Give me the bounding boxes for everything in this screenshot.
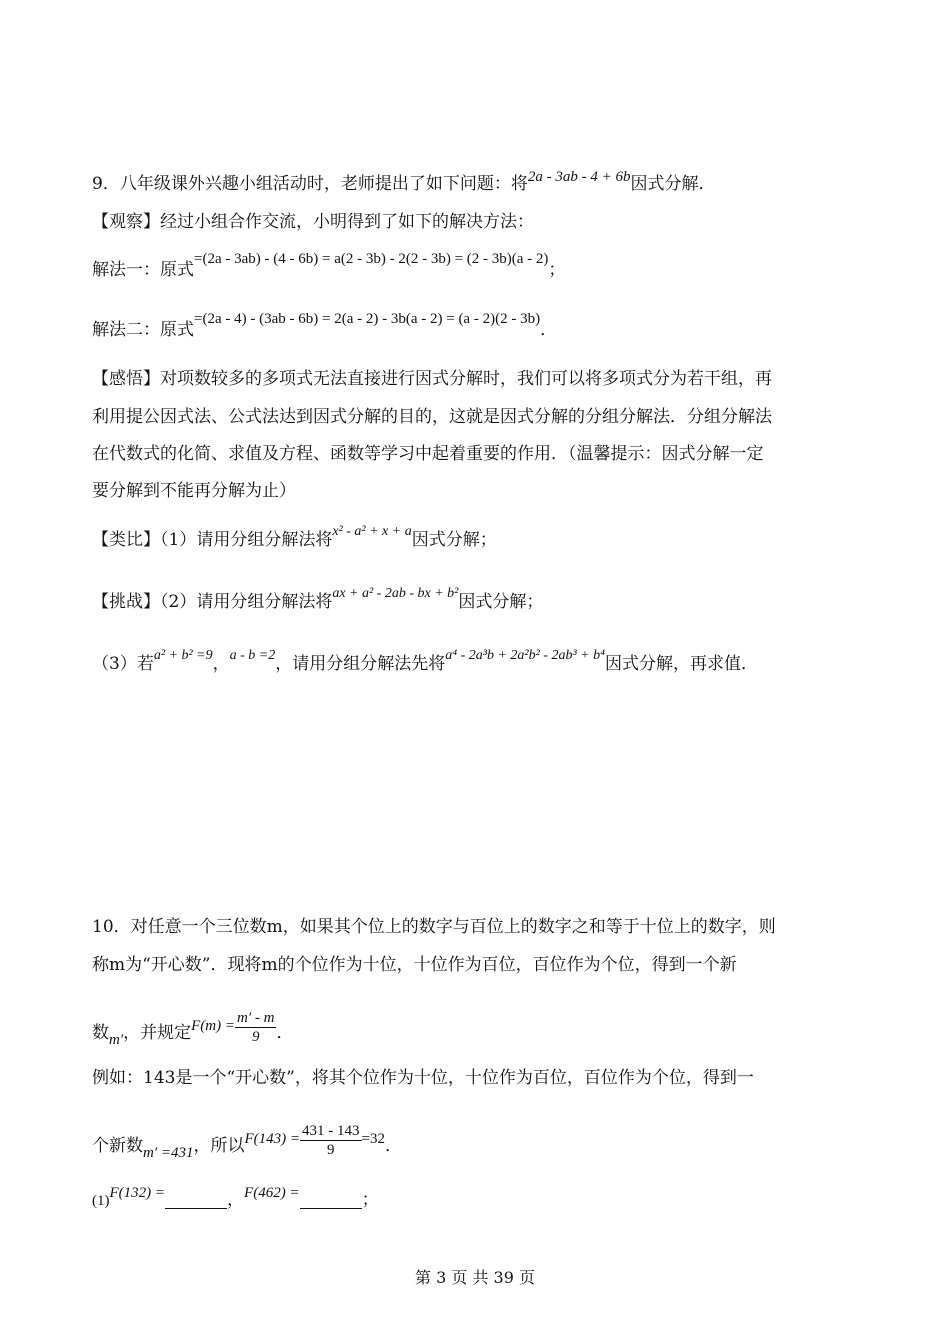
q10-part-1-f462: F(462) = — [244, 1185, 300, 1201]
q9-challenge-expression: ax + a² - 2ab - bx + b² — [332, 586, 459, 601]
q10-f-definition: F(m) = — [191, 1018, 235, 1034]
q10-example-f: F(143) = — [244, 1131, 301, 1147]
q10-new-number: m′ — [109, 1032, 124, 1048]
q9-analogy: 【类比】（1）请用分组分解法将x² - a² + x + a因式分解； — [92, 528, 497, 554]
q9-insight-line-3: 在代数式的化简、求值及方程、函数等学习中起着重要的作用．（温馨提示：因式分解一定 — [92, 444, 764, 464]
q10-part-1: (1)F(132) = ，F(462) = ； — [92, 1188, 379, 1213]
q10-example-line-2: 个新数m′ =431，所以F(143) = $\frac{431 - 143}{9}$ =32． — [92, 1123, 402, 1161]
q9-part-3-condition-1: a² + b² =9 — [153, 648, 213, 663]
q10-example-line-1: 例如：143是一个“开心数”，将其个位作为十位，十位作为百位，百位作为个位，得到一 — [92, 1068, 754, 1088]
q9-stem: 9．八年级课外兴趣小组活动时，老师提出了如下问题：将2a - 3ab - 4 + 6b因式分解． — [92, 172, 715, 197]
q10-example-new-number: m′ =431 — [143, 1145, 194, 1161]
page-footer: 第 3 页 共 39 页 — [415, 1268, 535, 1287]
q9-analogy-expression: x² - a² + x + a — [332, 524, 412, 539]
q9-method-2: 解法二：原式=(2a - 4) - (3ab - 6b) = 2(a - 2) - 3b(a - 2) = (a - 2)(2 - 3b)． — [92, 318, 557, 343]
q9-challenge: 【挑战】（2）请用分组分解法将ax + a² - 2ab - bx + b²因式分解； — [92, 590, 543, 616]
q9-observe: 【观察】经过小组合作交流，小明得到了如下的解决方法： — [92, 212, 534, 232]
q9-part-3-expression: a⁴ - 2a³b + 2a²b² - 2ab³ + b⁴ — [445, 648, 605, 663]
q10-example-fraction: $\frac{431 - 143}{9}$ — [302, 1123, 360, 1158]
q9-insight-line-4: 要分解到不能再分解为止） — [92, 481, 296, 501]
q9-method-2-expression: =(2a - 4) - (3ab - 6b) = 2(a - 2) - 3b(a - 2) = (a - 2)(2 - 3b) — [194, 311, 541, 327]
answer-blank-1[interactable] — [165, 1192, 227, 1209]
q9-insight-line-2: 利用提公因式法、公式法达到因式分解的目的，这就是因式分解的分组分解法．分组分解法 — [92, 407, 772, 427]
q9-method-1: 解法一：原式=(2a - 3ab) - (4 - 6b) = a(2 - 3b) - 2(2 - 3b) = (2 - 3b)(a - 2)； — [92, 258, 565, 283]
q10-example-result: =32 — [361, 1131, 385, 1147]
q10-definition: 数m′，并规定F(m) = $\frac{m' - m}{9}$ ． — [92, 1010, 294, 1048]
q9-insight-line-1: 【感悟】对项数较多的多项式无法直接进行因式分解时，我们可以将多项式分为若干组，再 — [92, 369, 772, 389]
q9-part-3-condition-2: a - b =2 — [229, 648, 276, 663]
q9-method-1-expression: =(2a - 3ab) - (4 - 6b) = a(2 - 3b) - 2(2 - 3b) = (2 - 3b)(a - 2) — [194, 251, 549, 267]
q10-definition-fraction: $\frac{m' - m}{9}$ — [236, 1010, 275, 1045]
q10-line-2: 称m为“开心数”．现将m的个位作为十位，十位作为百位，百位作为个位，得到一个新 — [92, 955, 737, 975]
q9-stem-expression: 2a - 3ab - 4 + 6b — [527, 169, 631, 185]
q10-part-1-f132: F(132) = — [109, 1185, 166, 1201]
answer-blank-2[interactable] — [300, 1192, 362, 1209]
q10-line-1: 10．对任意一个三位数m，如果其个位上的数字与百位上的数字之和等于十位上的数字，则 — [92, 917, 776, 937]
q9-part-3: （3）若a² + b² =9，a - b =2，请用分组分解法先将a⁴ - 2a³b + 2a²b² - 2ab³ + b⁴因式分解，再求值． — [92, 652, 758, 678]
